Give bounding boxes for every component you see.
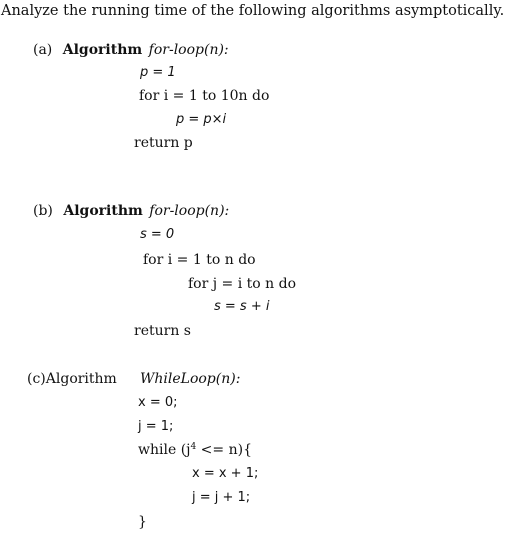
part-c-line-4: x = x + 1; [192,466,259,481]
part-c-closing-brace: } [138,514,147,530]
part-b-line-5: return s [134,323,191,339]
part-b-header [33,202,229,220]
part-a-line-4: return p [134,135,193,151]
part-b-label: (b) [33,203,53,219]
part-c-while-condition: <= n){ [196,442,252,458]
part-b-keyword: Algorithm [63,203,143,219]
part-c-line-3 [138,441,252,459]
part-b-line-2: for i = 1 to n do [143,252,256,268]
part-a-name: for-loop(n): [148,42,229,58]
part-b-name: for-loop(n): [149,203,230,219]
part-a-label: (a) [33,42,53,58]
part-b-line-4: s = s + i [214,299,270,314]
part-a-line-3: p = p×i [176,112,227,127]
part-c-line-2: j = 1; [138,419,174,434]
part-c-line-5: j = j + 1; [192,490,251,505]
part-c-exponent: 4 [190,442,197,452]
part-c-line-1: x = 0; [138,395,178,410]
intro-text: Analyze the running time of the following algorithms asymptotically. [1,3,505,19]
part-a-keyword: Algorithm [62,42,143,58]
part-b-line-1: s = 0 [140,227,175,242]
part-c-while-keyword: while (j [138,442,191,458]
part-c-name: WhileLoop(n): [140,371,241,387]
part-c-label: (c)Algorithm [27,371,117,387]
part-a-line-2: for i = 1 to 10n do [139,88,270,104]
part-b-line-3: for j = i to n do [188,276,297,292]
part-a-line-1: p = 1 [140,65,176,80]
part-a-header [33,41,229,59]
